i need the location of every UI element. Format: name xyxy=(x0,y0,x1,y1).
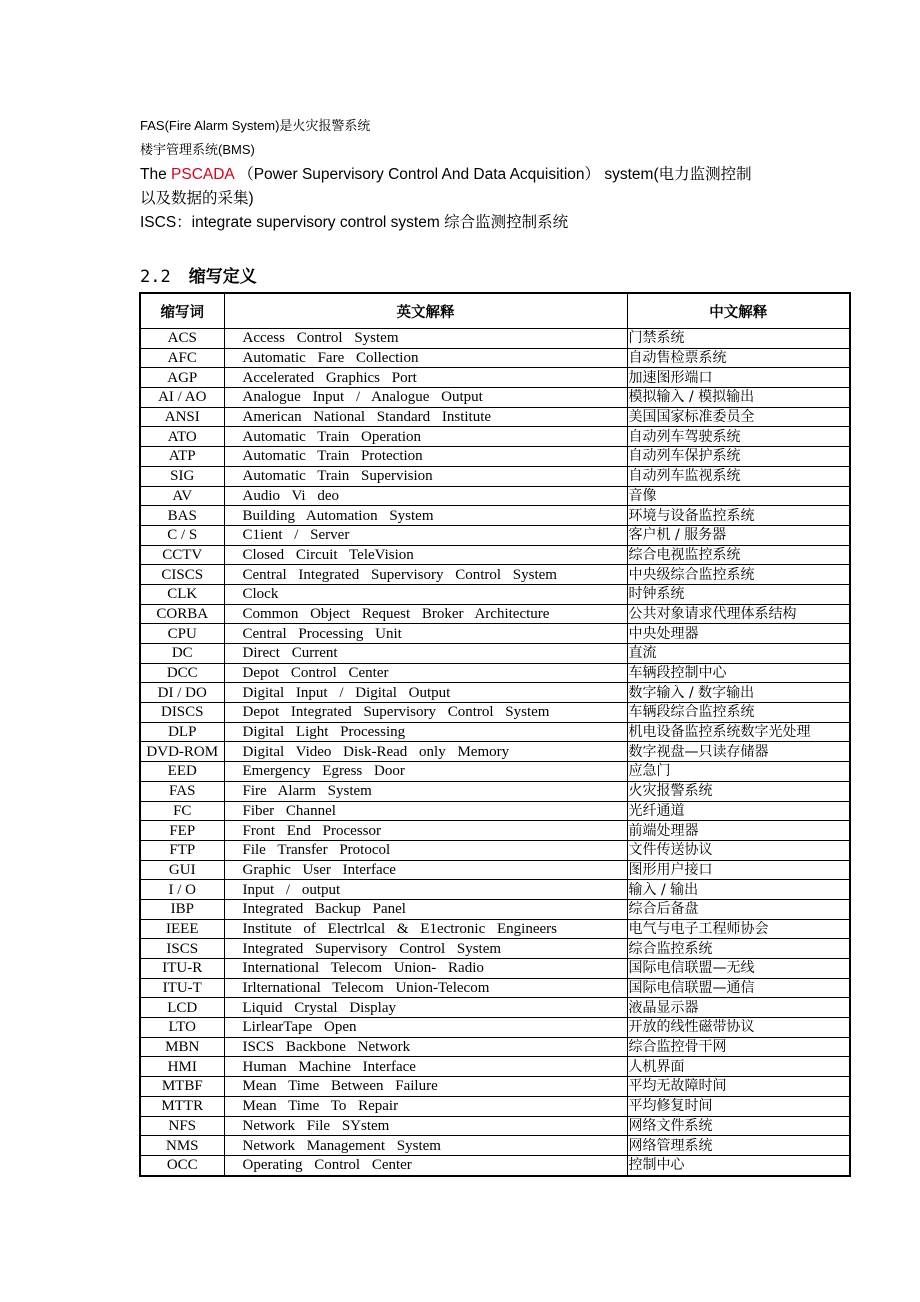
abbreviation-cell: IBP xyxy=(140,899,224,919)
abbreviation-cell: FAS xyxy=(140,781,224,801)
english-cell: American National Standard Institute xyxy=(224,407,627,427)
table-row xyxy=(140,683,850,703)
english-cell: Integrated Backup Panel xyxy=(224,899,627,919)
english-cell: Network File SYstem xyxy=(224,1116,627,1136)
chinese-cell: 车辆段综合监控系统 xyxy=(627,703,850,723)
english-cell: Institute of Electrlcal & E1ectronic Engineers xyxy=(224,919,627,939)
abbreviation-cell: OCC xyxy=(140,1155,224,1175)
header-chinese: 中文解释 xyxy=(627,293,850,329)
english-cell: Audio Vi deo xyxy=(224,486,627,506)
table-row xyxy=(140,545,850,565)
english-cell: Analogue Input / Analogue Output xyxy=(224,388,627,408)
english-cell: Digital Input / Digital Output xyxy=(224,683,627,703)
abbreviation-cell: AFC xyxy=(140,348,224,368)
section-title: 缩写定义 xyxy=(188,267,257,287)
chinese-cell: 前端处理器 xyxy=(627,821,850,841)
english-cell: Digital Light Processing xyxy=(224,722,627,742)
abbreviation-cell: C / S xyxy=(140,525,224,545)
chinese-cell: 图形用户接口 xyxy=(627,860,850,880)
table-row xyxy=(140,1077,850,1097)
abbreviation-cell: CPU xyxy=(140,624,224,644)
chinese-cell: 数字视盘—只读存储器 xyxy=(627,742,850,762)
english-cell: Fiber Channel xyxy=(224,801,627,821)
intro-iscs-line: ISCS：integrate supervisory control system 综合监测控制系统 xyxy=(140,214,569,231)
table-row xyxy=(140,407,850,427)
chinese-cell: 人机界面 xyxy=(627,1057,850,1077)
chinese-cell: 控制中心 xyxy=(627,1155,850,1175)
section-number: 2.2 xyxy=(140,267,171,287)
header-abbreviation: 缩写词 xyxy=(140,293,224,329)
abbreviation-cell: FTP xyxy=(140,840,224,860)
chinese-cell: 国际电信联盟—无线 xyxy=(627,959,850,979)
english-cell: Central Integrated Supervisory Control System xyxy=(224,565,627,585)
chinese-cell: 数字输入 / 数字输出 xyxy=(627,683,850,703)
english-cell: Network Management System xyxy=(224,1136,627,1156)
chinese-cell: 美国国家标准委员全 xyxy=(627,407,850,427)
header-english: 英文解释 xyxy=(224,293,627,329)
table-row xyxy=(140,919,850,939)
abbreviation-cell: NMS xyxy=(140,1136,224,1156)
table-row xyxy=(140,1116,850,1136)
table-header-row xyxy=(140,293,850,329)
table-row xyxy=(140,742,850,762)
abbreviation-cell: CCTV xyxy=(140,545,224,565)
chinese-cell: 文件传送协议 xyxy=(627,840,850,860)
table-row xyxy=(140,427,850,447)
chinese-cell: 平均无故障时间 xyxy=(627,1077,850,1097)
abbreviation-cell: BAS xyxy=(140,506,224,526)
table-row xyxy=(140,1037,850,1057)
chinese-cell: 环境与设备监控系统 xyxy=(627,506,850,526)
english-cell: Closed Circuit TeleVision xyxy=(224,545,627,565)
abbreviation-cell: I / O xyxy=(140,880,224,900)
english-cell: Fire Alarm System xyxy=(224,781,627,801)
english-cell: Mean Time To Repair xyxy=(224,1096,627,1116)
abbreviation-cell: ITU-R xyxy=(140,959,224,979)
abbreviation-cell: LCD xyxy=(140,998,224,1018)
chinese-cell: 综合电视监控系统 xyxy=(627,545,850,565)
english-cell: Front End Processor xyxy=(224,821,627,841)
table-row xyxy=(140,899,850,919)
english-cell: File Transfer Protocol xyxy=(224,840,627,860)
chinese-cell: 直流 xyxy=(627,644,850,664)
english-cell: Automatic Train Operation xyxy=(224,427,627,447)
abbreviation-cell: ACS xyxy=(140,329,224,349)
abbreviation-cell: AI / AO xyxy=(140,388,224,408)
english-cell: Building Automation System xyxy=(224,506,627,526)
table-row xyxy=(140,506,850,526)
table-row xyxy=(140,821,850,841)
english-cell: Accelerated Graphics Port xyxy=(224,368,627,388)
abbreviation-cell: DISCS xyxy=(140,703,224,723)
abbreviation-cell: ATP xyxy=(140,447,224,467)
abbreviation-cell: IEEE xyxy=(140,919,224,939)
abbreviation-cell: AV xyxy=(140,486,224,506)
abbreviation-cell: SIG xyxy=(140,466,224,486)
english-cell: Access Control System xyxy=(224,329,627,349)
intro-pscada-line xyxy=(140,162,752,184)
chinese-cell: 自动列车驾驶系统 xyxy=(627,427,850,447)
english-cell: Central Processing Unit xyxy=(224,624,627,644)
abbreviation-cell: MBN xyxy=(140,1037,224,1057)
abbreviation-cell: CISCS xyxy=(140,565,224,585)
chinese-cell: 车辆段控制中心 xyxy=(627,663,850,683)
english-cell: Clock xyxy=(224,584,627,604)
table-row xyxy=(140,388,850,408)
table-row xyxy=(140,584,850,604)
abbreviation-cell: FC xyxy=(140,801,224,821)
chinese-cell: 国际电信联盟—通信 xyxy=(627,978,850,998)
chinese-cell: 网络文件系统 xyxy=(627,1116,850,1136)
chinese-cell: 机电设备监控系统数字光处理 xyxy=(627,722,850,742)
chinese-cell: 中央级综合监控系统 xyxy=(627,565,850,585)
abbreviation-cell: DVD-ROM xyxy=(140,742,224,762)
abbreviation-cell: DC xyxy=(140,644,224,664)
chinese-cell: 加速图形端口 xyxy=(627,368,850,388)
chinese-cell: 自动列车监视系统 xyxy=(627,466,850,486)
chinese-cell: 综合后备盘 xyxy=(627,899,850,919)
table-row xyxy=(140,624,850,644)
table-row xyxy=(140,781,850,801)
chinese-cell: 门禁系统 xyxy=(627,329,850,349)
abbreviation-cell: NFS xyxy=(140,1116,224,1136)
table-row xyxy=(140,978,850,998)
table-row xyxy=(140,1057,850,1077)
chinese-cell: 电气与电子工程师协会 xyxy=(627,919,850,939)
table-row xyxy=(140,722,850,742)
table-row xyxy=(140,1096,850,1116)
english-cell: Automatic Fare Collection xyxy=(224,348,627,368)
abbreviation-cell: GUI xyxy=(140,860,224,880)
english-cell: LirlearTape Open xyxy=(224,1018,627,1038)
english-cell: Common Object Request Broker Architecture xyxy=(224,604,627,624)
english-cell: Emergency Egress Door xyxy=(224,762,627,782)
table-row xyxy=(140,565,850,585)
table-row xyxy=(140,348,850,368)
intro-bms-line: 楼宇管理系统(BMS) xyxy=(140,142,255,157)
abbreviation-cell: ITU-T xyxy=(140,978,224,998)
abbreviation-cell: LTO xyxy=(140,1018,224,1038)
english-cell: International Telecom Union- Radio xyxy=(224,959,627,979)
chinese-cell: 液晶显示器 xyxy=(627,998,850,1018)
abbreviation-cell: AGP xyxy=(140,368,224,388)
table-row xyxy=(140,860,850,880)
abbreviation-cell: ATO xyxy=(140,427,224,447)
intro-pscada-continuation: 以及数据的采集) xyxy=(140,190,254,207)
abbreviation-cell: DLP xyxy=(140,722,224,742)
table-body xyxy=(140,329,850,1176)
abbreviation-cell: CLK xyxy=(140,584,224,604)
pscada-rest: （Power Supervisory Control And Data Acquisition） system(电力监测控制 xyxy=(233,166,752,183)
table-row xyxy=(140,1018,850,1038)
chinese-cell: 自动售检票系统 xyxy=(627,348,850,368)
chinese-cell: 自动列车保护系统 xyxy=(627,447,850,467)
english-cell: Automatic Train Protection xyxy=(224,447,627,467)
english-cell: Automatic Train Supervision xyxy=(224,466,627,486)
chinese-cell: 光纤通道 xyxy=(627,801,850,821)
english-cell: Operating Control Center xyxy=(224,1155,627,1175)
intro-fas-line: FAS(Fire Alarm System)是火灾报警系统 xyxy=(140,118,371,133)
table-row xyxy=(140,801,850,821)
table-row xyxy=(140,762,850,782)
abbreviation-table xyxy=(139,292,851,1177)
abbreviation-cell: ISCS xyxy=(140,939,224,959)
chinese-cell: 平均修复时间 xyxy=(627,1096,850,1116)
table-row xyxy=(140,703,850,723)
chinese-cell: 公共对象请求代理体系结构 xyxy=(627,604,850,624)
english-cell: Digital Video Disk-Read only Memory xyxy=(224,742,627,762)
table-row xyxy=(140,486,850,506)
chinese-cell: 综合监控骨干网 xyxy=(627,1037,850,1057)
table-row xyxy=(140,604,850,624)
abbreviation-cell: FEP xyxy=(140,821,224,841)
table-row xyxy=(140,466,850,486)
english-cell: Input / output xyxy=(224,880,627,900)
chinese-cell: 开放的线性磁带协议 xyxy=(627,1018,850,1038)
english-cell: Depot Integrated Supervisory Control System xyxy=(224,703,627,723)
chinese-cell: 时钟系统 xyxy=(627,584,850,604)
chinese-cell: 输入 / 输出 xyxy=(627,880,850,900)
table-row xyxy=(140,880,850,900)
english-cell: C1ient / Server xyxy=(224,525,627,545)
pscada-prefix: The xyxy=(140,166,172,183)
abbreviation-cell: HMI xyxy=(140,1057,224,1077)
table-row xyxy=(140,840,850,860)
section-heading xyxy=(140,262,257,287)
pscada-highlight: PSCADA xyxy=(171,166,234,183)
english-cell: Liquid Crystal Display xyxy=(224,998,627,1018)
table-row xyxy=(140,959,850,979)
chinese-cell: 音像 xyxy=(627,486,850,506)
table-row xyxy=(140,368,850,388)
english-cell: Depot Control Center xyxy=(224,663,627,683)
abbreviation-cell: ANSI xyxy=(140,407,224,427)
chinese-cell: 综合监控系统 xyxy=(627,939,850,959)
table-row xyxy=(140,1136,850,1156)
english-cell: Direct Current xyxy=(224,644,627,664)
table-row xyxy=(140,329,850,349)
table-row xyxy=(140,1155,850,1175)
table-row xyxy=(140,644,850,664)
table-row xyxy=(140,447,850,467)
table-row xyxy=(140,998,850,1018)
abbreviation-cell: CORBA xyxy=(140,604,224,624)
english-cell: Irlternational Telecom Union-Telecom xyxy=(224,978,627,998)
abbreviation-cell: DI / DO xyxy=(140,683,224,703)
english-cell: ISCS Backbone Network xyxy=(224,1037,627,1057)
english-cell: Graphic User Interface xyxy=(224,860,627,880)
abbreviation-cell: MTBF xyxy=(140,1077,224,1097)
english-cell: Integrated Supervisory Control System xyxy=(224,939,627,959)
chinese-cell: 火灾报警系统 xyxy=(627,781,850,801)
chinese-cell: 客户机 / 服务器 xyxy=(627,525,850,545)
english-cell: Human Machine Interface xyxy=(224,1057,627,1077)
chinese-cell: 中央处理器 xyxy=(627,624,850,644)
table-row xyxy=(140,525,850,545)
chinese-cell: 应急门 xyxy=(627,762,850,782)
table-row xyxy=(140,663,850,683)
abbreviation-cell: DCC xyxy=(140,663,224,683)
english-cell: Mean Time Between Failure xyxy=(224,1077,627,1097)
table-row xyxy=(140,939,850,959)
chinese-cell: 网络管理系统 xyxy=(627,1136,850,1156)
abbreviation-cell: MTTR xyxy=(140,1096,224,1116)
chinese-cell: 模拟输入 / 模拟输出 xyxy=(627,388,850,408)
abbreviation-cell: EED xyxy=(140,762,224,782)
